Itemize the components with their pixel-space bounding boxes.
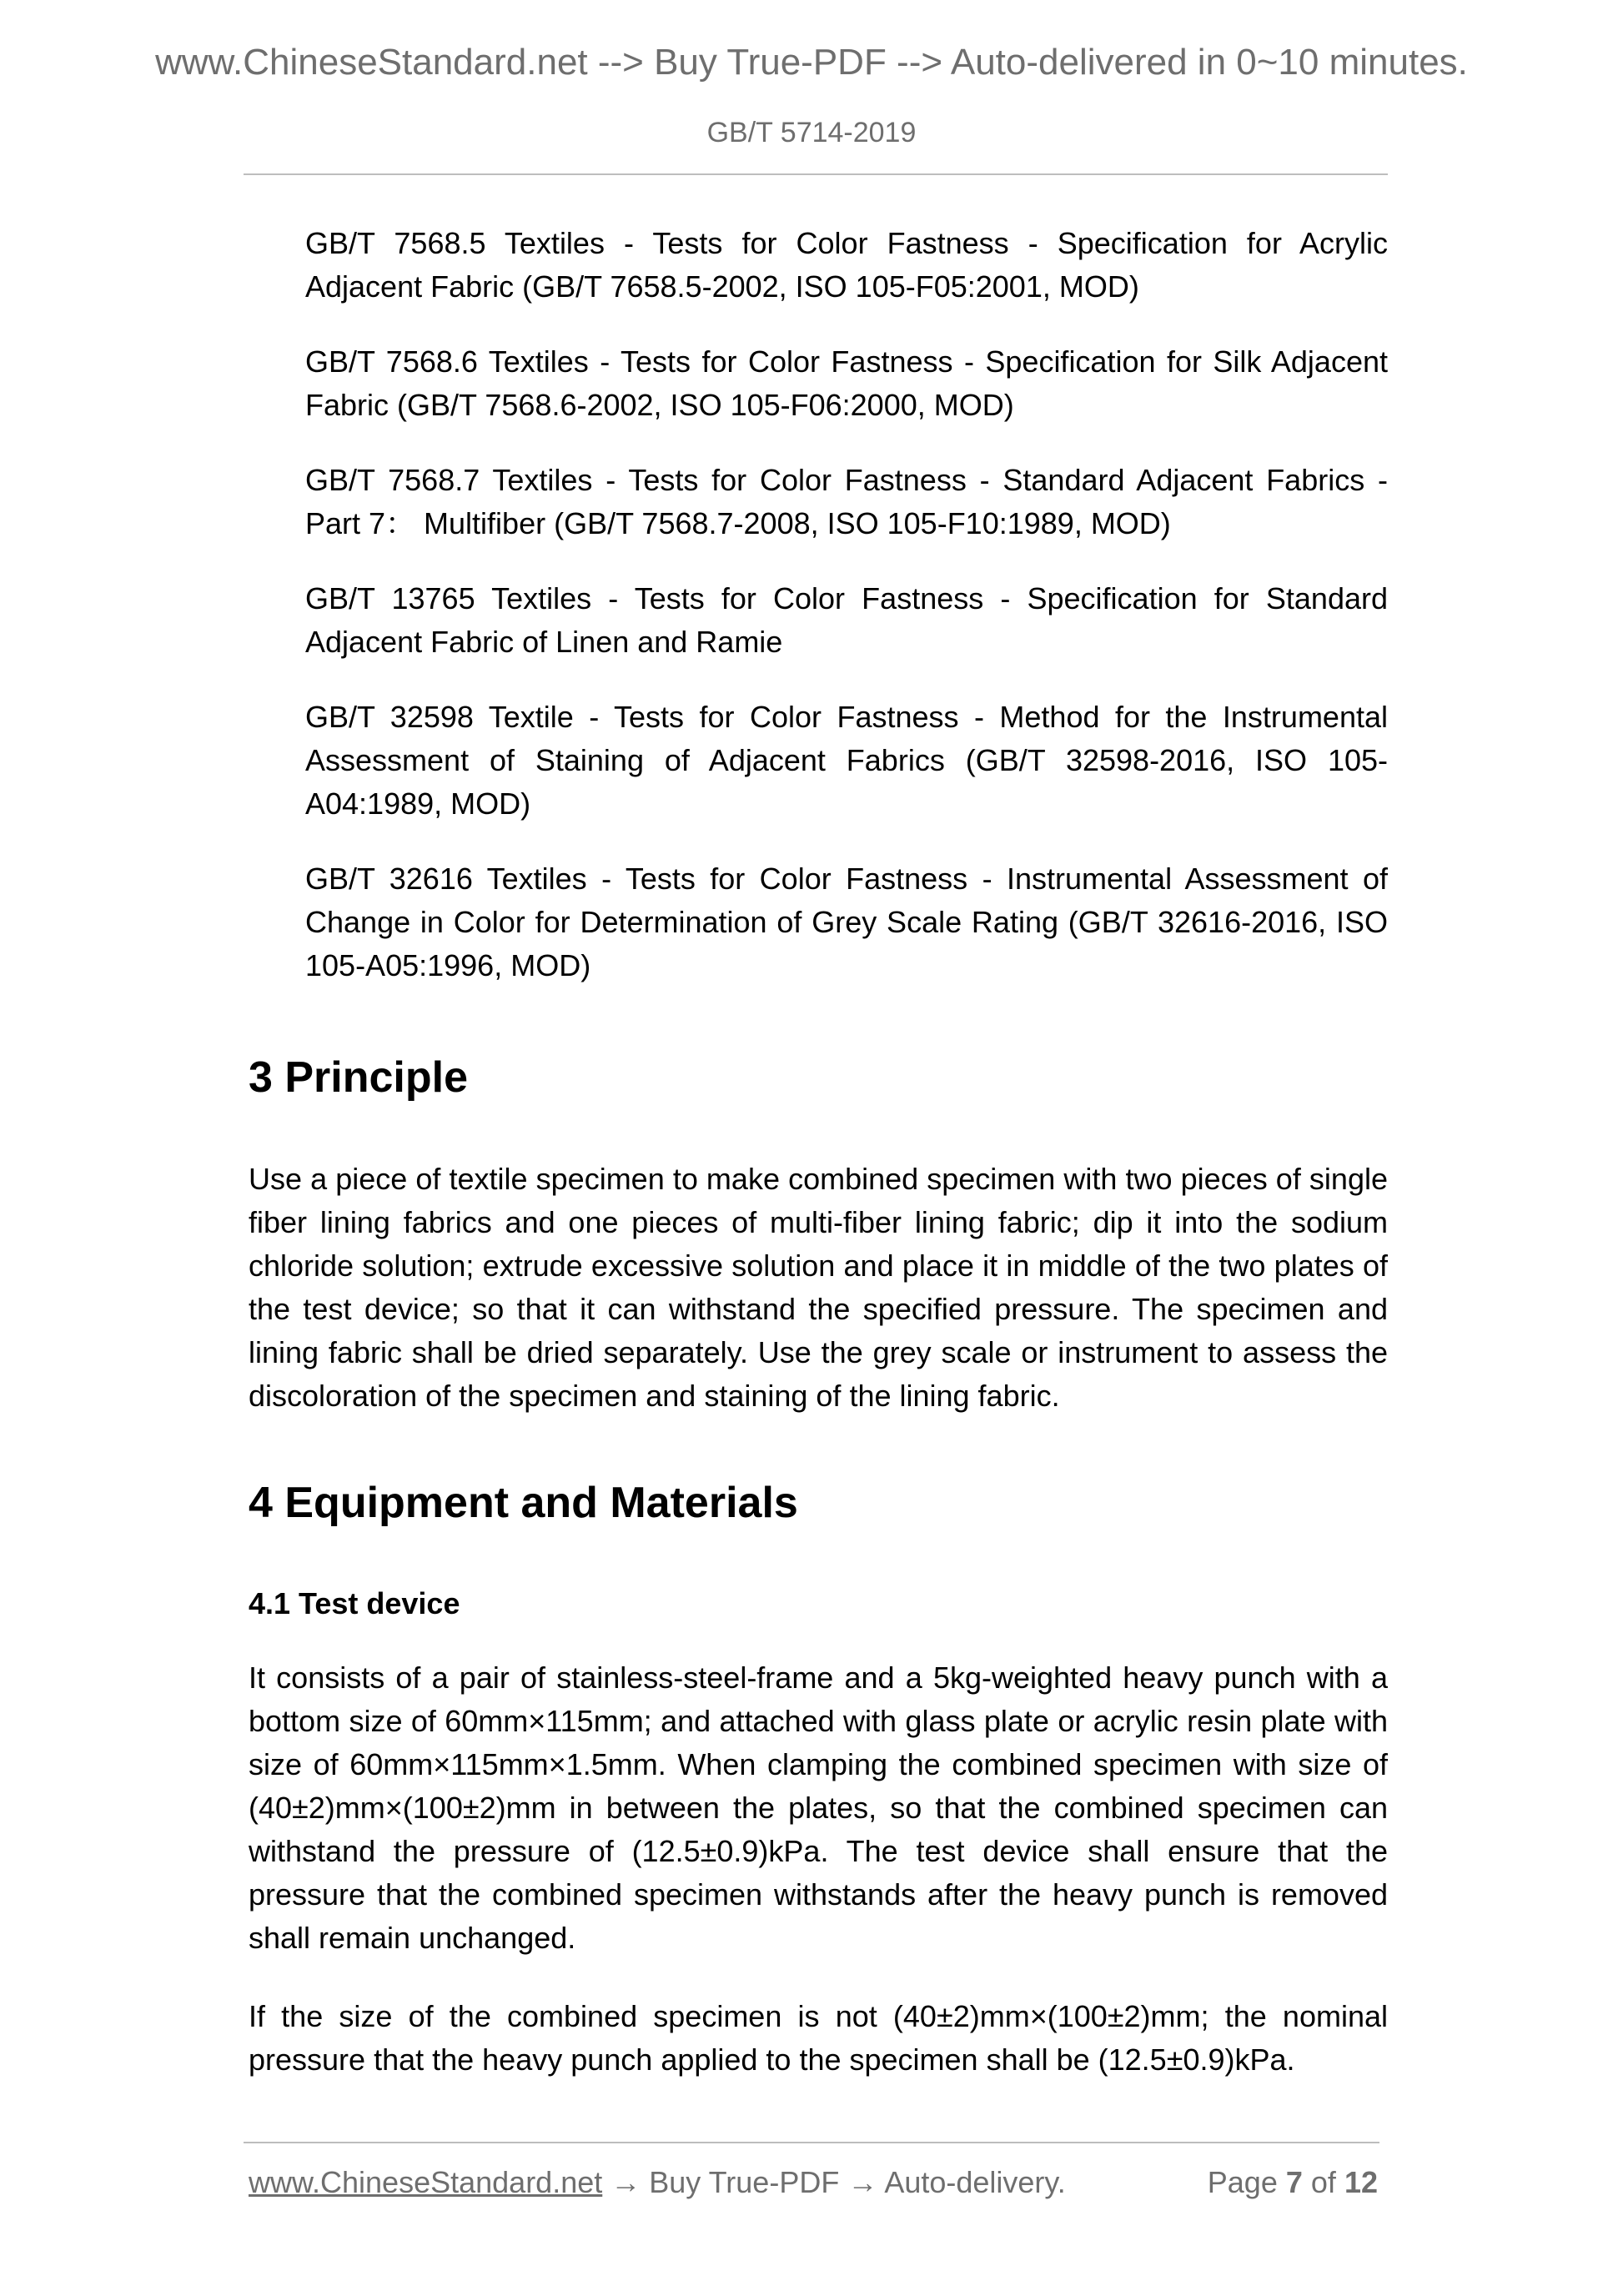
of-label: of	[1310, 2165, 1336, 2199]
reference-item: GB/T 7568.7 Textiles - Tests for Color Fastness - Standard Adjacent Fabrics - Part 7： Multifiber (GB/T 7568.7-2008, ISO 105-F10:1989, MOD)	[305, 463, 1388, 540]
page-label: Page	[1207, 2165, 1278, 2199]
page-indicator	[1208, 2165, 1378, 2200]
reference-item: GB/T 32616 Textiles - Tests for Color Fastness - Instrumental Assessment of Change in Color for Determination of Grey Scale Rating (GB/T 32616-2016, ISO 105-A05:1996, MOD)	[305, 862, 1388, 982]
reference-item: GB/T 13765 Textiles - Tests for Color Fastness - Specification for Standard Adjacent Fabric of Linen and Ramie	[305, 581, 1388, 659]
section-heading-principle: 3 Principle	[249, 1053, 468, 1102]
reference-item: GB/T 7568.5 Textiles - Tests for Color Fastness - Specification for Acrylic Adjacent Fabric (GB/T 7658.5-2002, ISO 105-F05:2001, MOD)	[305, 226, 1388, 304]
reference-item: GB/T 7568.6 Textiles - Tests for Color Fastness - Specification for Silk Adjacent Fabric (GB/T 7568.6-2002, ISO 105-F06:2000, MOD)	[305, 344, 1388, 422]
top-banner: www.ChineseStandard.net --> Buy True-PDF --> Auto-delivered in 0~10 minutes.	[155, 42, 1468, 83]
reference-item: GB/T 32598 Textile - Tests for Color Fastness - Method for the Instrumental Assessment of Staining of Adjacent Fabrics (GB/T 32598-2016, ISO 105-A04:1989, MOD)	[305, 700, 1388, 821]
footer-divider	[244, 2142, 1379, 2143]
header-divider	[244, 173, 1388, 175]
subsection-heading-test-device: 4.1 Test device	[249, 1586, 460, 1620]
normative-reference-list	[305, 222, 1388, 1019]
test-device-paragraph: It consists of a pair of stainless-steel-frame and a 5kg-weighted heavy punch with a bottom size of 60mm×115mm; and attached with glass plate or acrylic resin plate with size of 60mm×115mm×1.5mm. When clamping the combined specimen with size of (40±2)mm×(100±2)mm in between the plates, so that the combined specimen can withstand the pressure of (12.5±0.9)kPa. The test device shall ensure that the pressure that the combined specimen withstands after the heavy punch is removed shall remain unchanged.	[249, 1660, 1388, 1955]
footer-website-link[interactable]: www.ChineseStandard.net	[249, 2165, 603, 2199]
page-number: 7	[1285, 2165, 1303, 2199]
page-footer	[249, 2165, 1378, 2200]
nominal-pressure-paragraph: If the size of the combined specimen is not (40±2)mm×(100±2)mm; the nominal pressure that the heavy punch applied to the specimen shall be (12.5±0.9)kPa.	[249, 1999, 1388, 2077]
page-total: 12	[1344, 2165, 1378, 2199]
document-code: GB/T 5714-2019	[706, 117, 917, 148]
footer-tagline: → Buy True-PDF → Auto-delivery.	[602, 2165, 1066, 2199]
principle-paragraph: Use a piece of textile specimen to make combined specimen with two pieces of single fiber lining fabrics and one pieces of multi-fiber lining fabric; dip it into the sodium chloride solution; extrude excessive solution and place it in middle of the two plates of the test device; so that it can withstand the specified pressure. The specimen and lining fabric shall be dried separately. Use the grey scale or instrument to assess the discoloration of the specimen and staining of the lining fabric.	[249, 1162, 1388, 1413]
section-heading-equipment: 4 Equipment and Materials	[249, 1479, 798, 1527]
